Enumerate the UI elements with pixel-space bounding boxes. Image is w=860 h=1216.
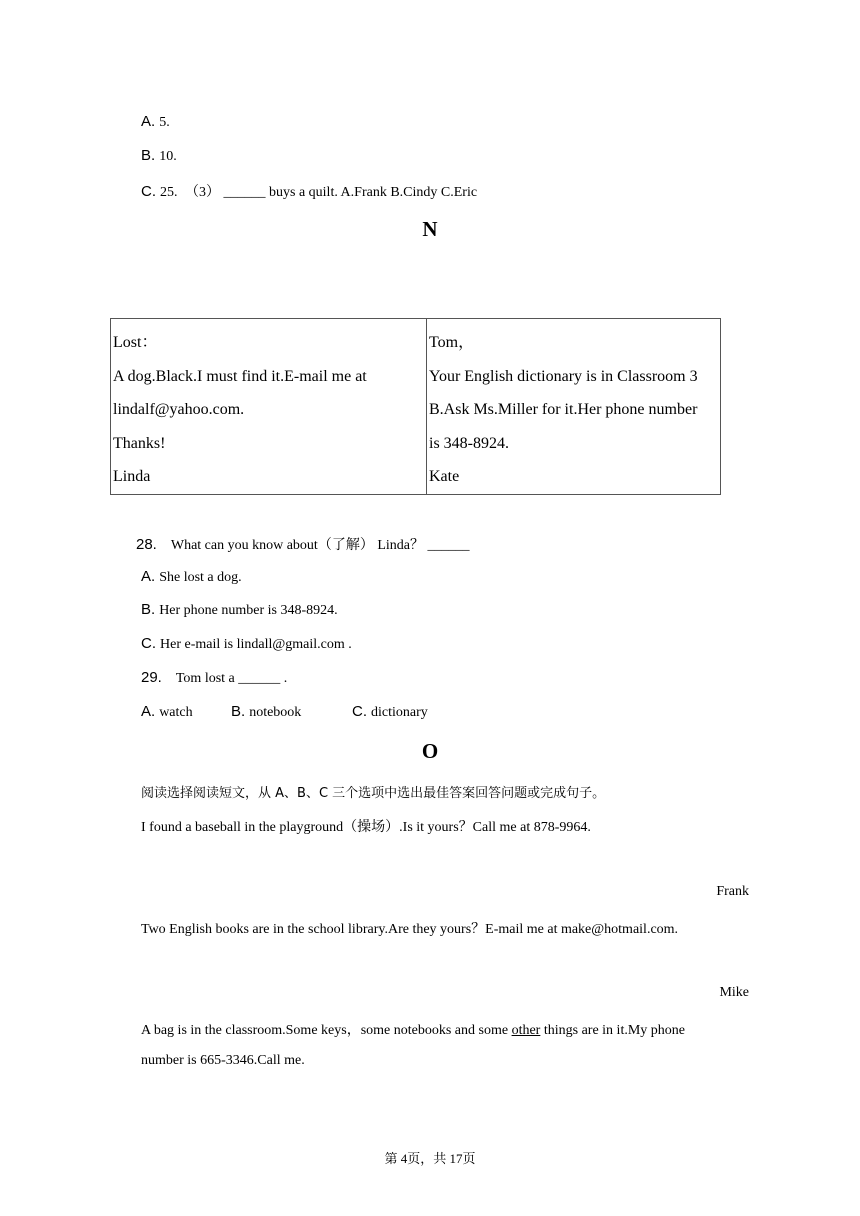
question-number: 29. — [141, 669, 162, 686]
underlined-word-other: other — [511, 1023, 541, 1038]
option-text: 10. — [159, 149, 177, 164]
question-29 — [141, 669, 287, 687]
notice-cell-linda — [111, 319, 427, 495]
option-letter: B. — [141, 147, 156, 164]
option-letter: A. — [141, 703, 156, 720]
q28-option-c — [141, 635, 352, 653]
notice-baseball: I found a baseball in the playground（操场）.Is it yours？Call me at 878-9964. — [141, 820, 591, 835]
option-text: 5. — [159, 115, 170, 130]
cell-line: Your English dictionary is in Classroom 3 — [429, 367, 698, 385]
option-letter: A. — [141, 113, 156, 130]
notice-bag-text-end: things are in it.My phone — [540, 1023, 685, 1038]
section-heading-n: N — [422, 217, 438, 241]
q29-option-c — [352, 703, 428, 721]
page-footer: 第 4页，共 17页 — [384, 1151, 476, 1166]
q29-option-b — [231, 703, 301, 721]
option-text: Her phone number is 348-8924. — [159, 603, 338, 618]
question-28 — [136, 534, 469, 554]
notice-cell-kate — [427, 319, 721, 495]
cell-line: Thanks! — [113, 434, 166, 452]
option-c — [141, 181, 477, 201]
option-text: 25. — [160, 185, 178, 200]
section-heading-o: O — [421, 739, 439, 763]
option-text: dictionary — [371, 705, 428, 720]
question-25-subitem: （3） ______ buys a quilt. A.Frank B.Cindy C.Eric — [185, 185, 478, 200]
cell-line: Linda — [113, 468, 151, 485]
option-letter: C. — [141, 635, 156, 652]
question-text: What can you know about（了解） Linda？ ______ — [170, 538, 470, 553]
option-b — [141, 147, 177, 165]
notice-bag-text: A bag is in the classroom.Some keys，some notebooks and some — [141, 1023, 512, 1038]
cell-line: Kate — [429, 468, 460, 485]
option-letter: C. — [352, 703, 367, 720]
instruction-text: 阅读选择阅读短文，从 A、B、C 三个选项中选出最佳答案回答问题或完成句子。 — [141, 786, 606, 801]
cell-line: lindalf@yahoo.com. — [113, 401, 245, 418]
option-letter: B. — [141, 601, 156, 618]
cell-line: Tom， — [429, 334, 475, 351]
option-text: notebook — [249, 705, 302, 720]
q28-option-a — [141, 568, 242, 586]
cell-line: B.Ask Ms.Miller for it.Her phone number — [429, 401, 698, 418]
notice-table — [110, 318, 721, 495]
q28-option-b — [141, 601, 338, 619]
signature-frank: Frank — [716, 884, 749, 899]
option-letter: C. — [141, 183, 156, 200]
notice-books: Two English books are in the school library.Are they yours？E-mail me at make@hotmail.com. — [141, 922, 679, 937]
signature-mike: Mike — [719, 985, 749, 1000]
question-text: Tom lost a ______ . — [175, 671, 288, 686]
option-text: Her e-mail is lindall@gmail.com . — [160, 637, 352, 652]
notice-bag-line1 — [141, 1019, 685, 1039]
notice-bag-line2: number is 665-3346.Call me. — [141, 1053, 305, 1068]
question-number: 28. — [136, 536, 157, 553]
option-a — [141, 113, 170, 131]
cell-line: Lost： — [113, 334, 158, 351]
option-text: She lost a dog. — [159, 570, 242, 585]
cell-line: is 348-8924. — [429, 434, 509, 452]
option-letter: A. — [141, 568, 156, 585]
option-text: watch — [159, 705, 193, 720]
cell-line: A dog.Black.I must find it.E-mail me at — [113, 367, 367, 385]
q29-option-a — [141, 703, 193, 721]
option-letter: B. — [231, 703, 246, 720]
